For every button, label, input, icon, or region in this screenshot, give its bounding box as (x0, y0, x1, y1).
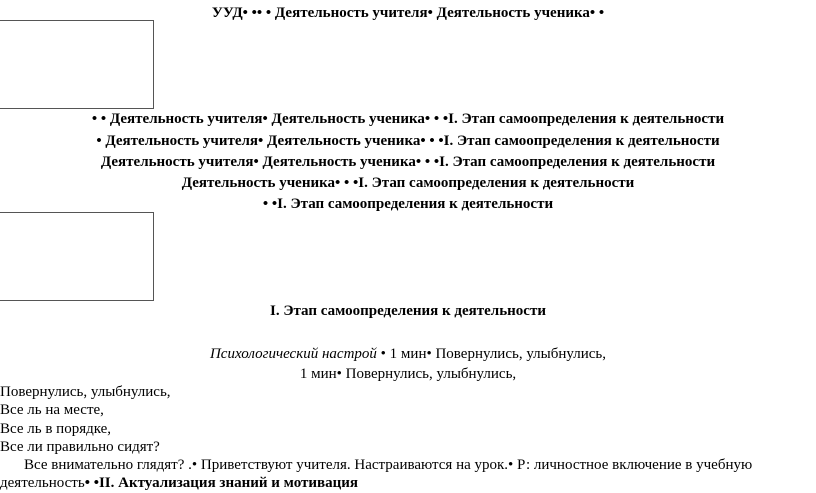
psych-rest: • 1 мин• Повернулись, улыбнулись, (376, 346, 607, 362)
paragraph-line-2 (0, 473, 358, 493)
paragraph-normal: деятельность (0, 475, 85, 491)
header-row: УУД• •• • Деятельность учителя• Деятельность ученика• • (211, 5, 605, 21)
paragraph-line-1: Все внимательно глядят? .• Приветствуют учителя. Настраиваются на урок.• Р: личностное включение в учебную (24, 457, 753, 473)
bold-line-4: Деятельность ученика• • •I. Этап самоопределения к деятельности (181, 175, 635, 191)
image-placeholder-bottom (0, 212, 154, 301)
next-stage-title: • •II. Актуализация знаний и мотивация (84, 475, 359, 491)
bold-line-2: • Деятельность учителя• Деятельность ученика• • •I. Этап самоопределения к деятельности (96, 133, 720, 149)
poem-line-3: Все ль в порядке, (0, 421, 112, 437)
image-placeholder-top (0, 20, 154, 109)
bold-line-3: Деятельность учителя• Деятельность ученика• • •I. Этап самоопределения к деятельности (100, 154, 716, 170)
bold-line-5: • •I. Этап самоопределения к деятельности (262, 196, 554, 212)
psych-italic: Психологический настрой (209, 346, 377, 362)
minute-line: 1 мин• Повернулись, улыбнулись, (299, 366, 517, 382)
poem-line-4: Все ли правильно сидят? (0, 439, 160, 455)
poem-line-2: Все ль на месте, (0, 402, 104, 418)
psych-line (0, 344, 816, 364)
poem-line-1: Повернулись, улыбнулись, (0, 384, 171, 400)
bold-line-1: • • Деятельность учителя• Деятельность ученика• • •I. Этап самоопределения к деятельности (91, 111, 725, 127)
stage-title: I. Этап самоопределения к деятельности (270, 303, 546, 319)
